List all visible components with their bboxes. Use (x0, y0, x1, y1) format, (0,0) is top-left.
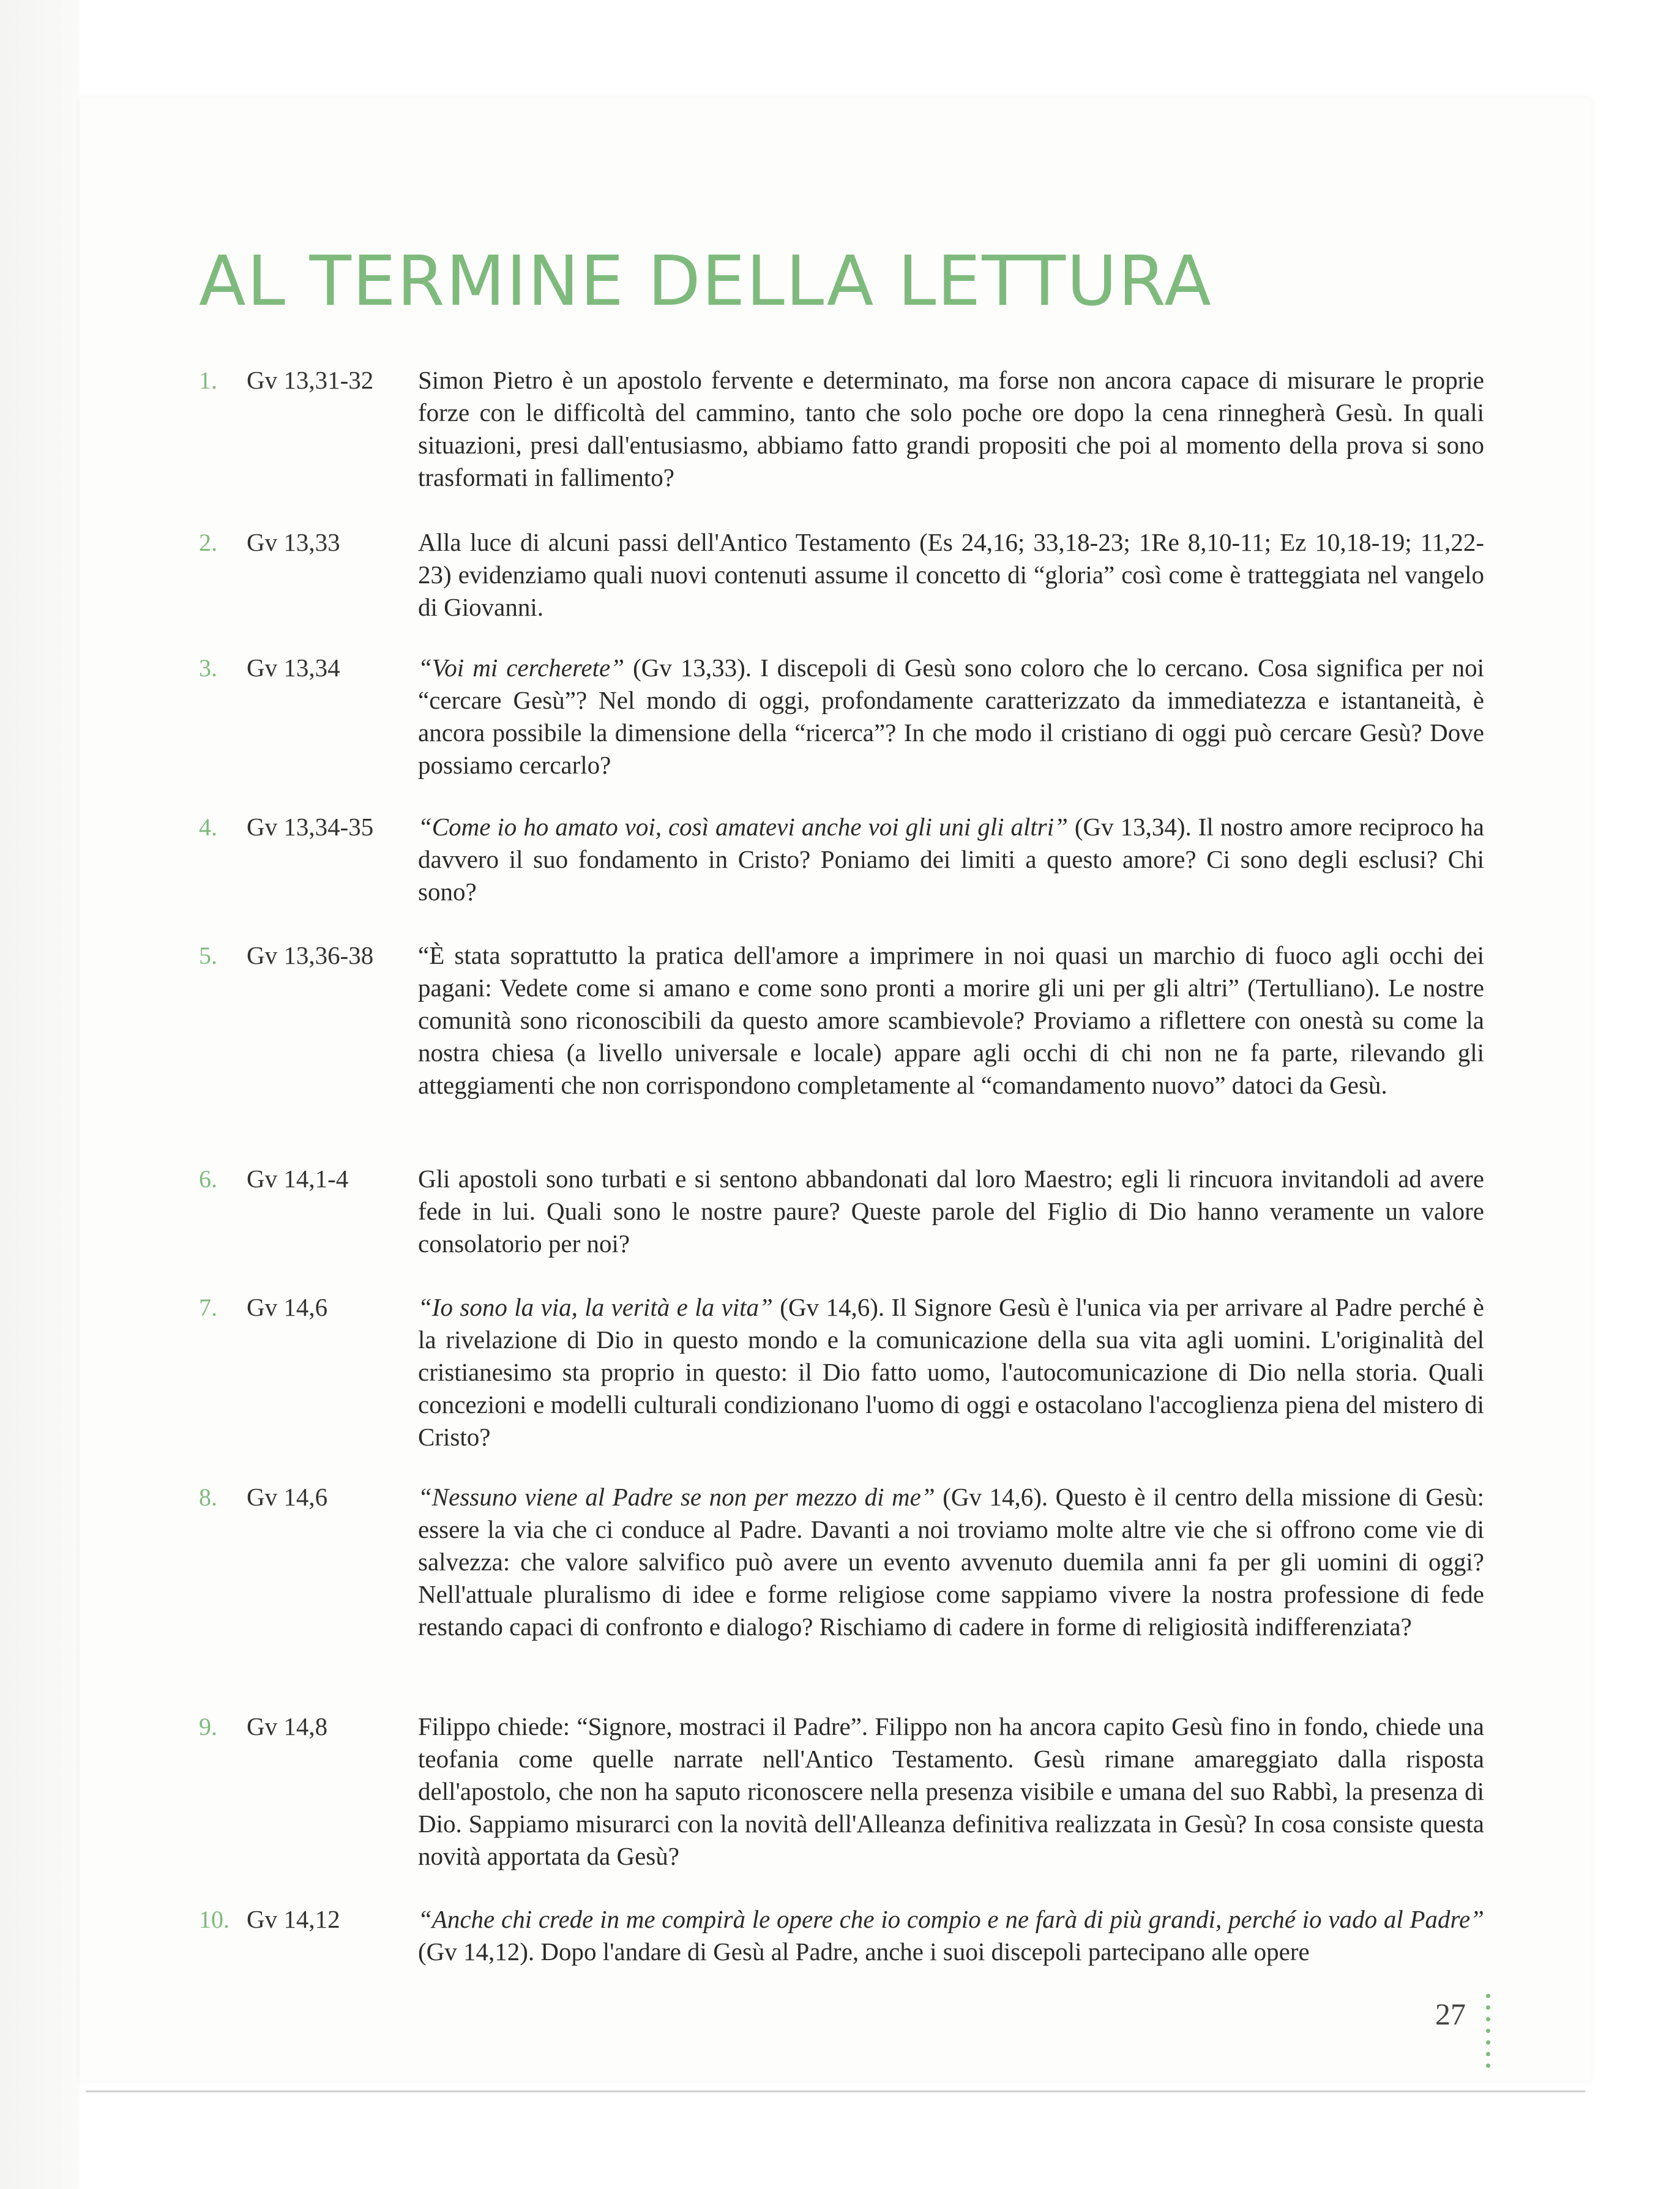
item-text: “Anche chi crede in me compirà le opere che io compio e ne farà di più grandi, perché io vado al Padre” (Gv 14,12). Dopo l'andare di Gesù al Padre, anche i suoi discepoli partecipano alle opere (418, 1905, 1484, 1966)
item-number: 5. (199, 942, 217, 969)
item-number: 8. (199, 1483, 217, 1511)
item-number: 4. (199, 813, 217, 841)
gospel-reference: Gv 14,6 (247, 1483, 328, 1511)
item-text: “Voi mi cercherete” (Gv 13,33). I discepoli di Gesù sono coloro che lo cercano. Cosa significa per noi “cercare Gesù”? Nel mondo di oggi, profondamente caratterizzato da immediatezza e istantaneità, è ancora possibile la dimensione della “ricerca”? In che modo il cristiano di oggi può cercare Gesù? Dove possiamo cercarlo? (418, 654, 1484, 779)
gospel-reference: Gv 13,31-32 (247, 366, 374, 394)
item-text: “Nessuno viene al Padre se non per mezzo di me” (Gv 14,6). Questo è il centro della missione di Gesù: essere la via che ci conduce al Padre. Davanti a noi troviamo molte altre vie che si offrono come vie di salvezza: che valore salvifico può avere un evento avvenuto duemila anni fa per gli uomini di oggi? Nell'attuale pluralismo di idee e forme religiose come sappiamo vivere la nostra professione di fede restando capaci di confronto e dialogo? Rischiamo di cadere in forme di religiosità indifferenziata? (418, 1483, 1484, 1641)
item-number: 1. (199, 367, 217, 394)
item-number: 10. (199, 1906, 230, 1933)
item-text: Alla luce di alcuni passi dell'Antico Testamento (Es 24,16; 33,18-23; 1Re 8,10-11; Ez 10,18-19; 11,22-23) evidenziamo quali nuovi contenuti assume il concetto di “gloria” così come è tratteggiata nel vangelo di Giovanni. (418, 528, 1484, 621)
gospel-reference: Gv 13,34 (247, 654, 340, 682)
scan-bottom-edge (86, 2090, 1585, 2092)
item-quote: “Anche chi crede in me compirà le opere che io compio e ne farà di più grandi, perché io vado al Padre” (418, 1905, 1484, 1933)
item-text: Gli apostoli sono turbati e si sentono abbandonati dal loro Maestro; egli li rincuora invitandoli ad avere fede in lui. Quali sono le nostre paure? Queste parole del Figlio di Dio hanno veramente un valore consolatorio per noi? (418, 1165, 1484, 1258)
item-quote: “Nessuno viene al Padre se non per mezzo di me” (418, 1483, 935, 1511)
page-number: 27 (1435, 1997, 1466, 2031)
gospel-reference: Gv 14,8 (247, 1712, 328, 1740)
item-text: Filippo chiede: “Signore, mostraci il Padre”. Filippo non ha ancora capito Gesù fino in fondo, chiede una teofania come quelle narrate nell'Antico Testamento. Gesù rimane amareggiato dalla risposta dell'apostolo, che non ha saputo riconoscere nella presenza visibile e umana del suo Rabbì, la presenza di Dio. Sappiamo misurarci con la novità dell'Alleanza definitiva realizzata in Gesù? In cosa consiste questa novità apportata da Gesù? (418, 1712, 1484, 1870)
gospel-reference: Gv 13,36-38 (247, 941, 374, 969)
item-text: Simon Pietro è un apostolo fervente e determinato, ma forse non ancora capace di misurare le proprie forze con le difficoltà del cammino, tanto che solo poche ore dopo la cena rinnegherà Gesù. In quali situazioni, presi dall'entusiasmo, abbiamo fatto grandi propositi che poi al momento della prova si sono trasformati in fallimento? (418, 366, 1484, 491)
item-number: 3. (199, 654, 217, 682)
item-number: 2. (199, 529, 217, 556)
item-quote: “Voi mi cercherete” (418, 654, 625, 682)
item-text: “Come io ho amato voi, così amatevi anche voi gli uni gli altri” (Gv 13,34). Il nostro amore reciproco ha davvero il suo fondamento in Cristo? Poniamo dei limiti a questo amore? Ci sono degli esclusi? Chi sono? (418, 813, 1485, 906)
item-number: 6. (199, 1165, 217, 1193)
item-number: 7. (199, 1294, 217, 1321)
gospel-reference: Gv 14,1-4 (247, 1165, 349, 1193)
gospel-reference: Gv 13,34-35 (247, 813, 374, 841)
item-number: 9. (199, 1713, 217, 1740)
item-quote: “Io sono la via, la verità e la vita” (418, 1293, 773, 1321)
gospel-reference: Gv 14,12 (247, 1905, 340, 1933)
scan-left-edge (0, 0, 80, 2189)
gospel-reference: Gv 13,33 (247, 528, 340, 556)
page-title: AL TERMINE DELLA LETTURA (199, 242, 1212, 322)
item-quote: “Come io ho amato voi, così amatevi anche voi gli uni gli altri” (418, 813, 1068, 841)
page-dots-decoration (1486, 1994, 1493, 2075)
item-text: “È stata soprattutto la pratica dell'amore a imprimere in noi quasi un marchio di fuoco agli occhi dei pagani: Vedete come si amano e come sono pronti a morire gli uni per gli altri” (Tertulliano). Le nostre comunità sono riconoscibili da questo amore scambievole? Proviamo a riflettere con onestà su come la nostra chiesa (a livello universale e locale) appare agli occhi di chi non ne fa parte, rilevando gli atteggiamenti che non corrispondono completamente al “comandamento nuovo” datoci da Gesù. (418, 941, 1484, 1099)
item-text: “Io sono la via, la verità e la vita” (Gv 14,6). Il Signore Gesù è l'unica via per arrivare al Padre perché è la rivelazione di Dio in questo mondo e la comunicazione della sua vita agli uomini. L'originalità del cristianesimo sta proprio in questo: il Dio fatto uomo, l'autocomunicazione di Dio nella storia. Quali concezioni e modelli culturali condizionano l'uomo di oggi e ostacolano l'accoglienza piena del mistero di Cristo? (418, 1293, 1484, 1451)
gospel-reference: Gv 14,6 (247, 1293, 328, 1321)
